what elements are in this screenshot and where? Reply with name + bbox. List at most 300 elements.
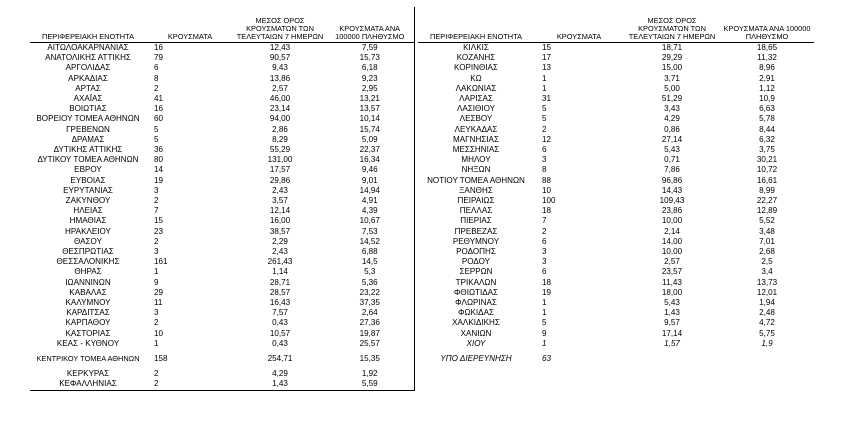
- cell-region: ΥΠΟ ΔΙΕΡΕΥΝΗΣΗ: [440, 353, 512, 363]
- cell-cases: 6: [542, 145, 547, 155]
- cell-region: ΦΩΚΙΔΑΣ: [458, 308, 494, 318]
- cell-avg-7day: 261,43: [267, 257, 293, 267]
- cell-per-100k: 5,75: [759, 328, 775, 338]
- cell-per-100k: 4,91: [326, 196, 414, 206]
- table-row: [418, 216, 814, 226]
- cell-per-100k: 15,73: [326, 53, 414, 63]
- cell-per-100k: 25,57: [326, 339, 414, 349]
- table-row: [30, 349, 414, 369]
- cell-cases: 158: [154, 353, 168, 363]
- cell-region: ΚΩ: [470, 73, 482, 83]
- left-header-row: [30, 7, 414, 43]
- table-row: [418, 43, 814, 54]
- table-row: [418, 155, 814, 165]
- cell-avg-7day: 1,14: [272, 267, 288, 277]
- cell-region: ΤΡΙΚΑΛΩΝ: [455, 277, 497, 287]
- cell-per-100k: 3,75: [759, 145, 775, 155]
- table-row: [418, 135, 814, 145]
- table-row: [418, 145, 814, 155]
- cell-cases: 5: [542, 114, 547, 124]
- cell-avg-7day: 0,71: [664, 155, 680, 165]
- table-row: [30, 84, 414, 94]
- table-row: [30, 379, 414, 390]
- cell-per-100k: 18,65: [756, 43, 778, 52]
- cell-region: ΦΛΩΡΙΝΑΣ: [455, 298, 497, 308]
- cell-per-100k: 15,35: [326, 349, 414, 369]
- cell-region: ΔΥΤΙΚΟΥ ΤΟΜΕΑ ΑΘΗΝΩΝ: [37, 155, 139, 165]
- cell-region: ΑΡΤΑΣ: [75, 83, 101, 93]
- cell-per-100k: 14,94: [326, 186, 414, 196]
- cell-avg-7day: 3,71: [664, 73, 680, 83]
- cell-per-100k: [720, 349, 814, 369]
- cell-cases: 5: [542, 318, 547, 328]
- cell-per-100k: 30,21: [756, 155, 778, 165]
- cell-region: ΛΑΡΙΣΑΣ: [459, 94, 493, 104]
- cell-avg-7day: 5,43: [664, 145, 680, 155]
- left-table-body: [30, 43, 414, 391]
- cell-region: ΒΟΡΕΙΟΥ ΤΟΜΕΑ ΑΘΗΝΩΝ: [36, 114, 140, 124]
- table-row: [418, 125, 814, 135]
- cell-avg-7day: 17,57: [269, 165, 291, 175]
- cell-cases: 17: [542, 53, 552, 63]
- cell-region: ΕΒΡΟΥ: [74, 165, 102, 175]
- table-row: [418, 186, 814, 196]
- table-row: [30, 247, 414, 257]
- cell-per-100k: 1,94: [759, 298, 775, 308]
- cell-avg-7day: 17,14: [661, 328, 683, 338]
- cell-avg-7day: 3,57: [272, 196, 288, 206]
- table-row: [30, 186, 414, 196]
- table-row: [418, 63, 814, 73]
- cell-avg-7day: 29,86: [269, 175, 291, 185]
- cell-cases: 5: [154, 134, 159, 144]
- table-row: [418, 176, 814, 186]
- cell-region: ΜΕΣΣΗΝΙΑΣ: [452, 145, 500, 155]
- cell-region: ΛΕΣΒΟΥ: [459, 114, 493, 124]
- cell-cases: 63: [542, 353, 552, 363]
- cell-avg-7day: 2,57: [664, 257, 680, 267]
- cell-avg-7day: 2,14: [664, 226, 680, 236]
- cell-avg-7day: 4,29: [664, 114, 680, 124]
- cell-avg-7day: 0,86: [664, 124, 680, 134]
- cell-region: ΠΕΙΡΑΙΩΣ: [457, 196, 495, 206]
- cell-per-100k: 13,21: [326, 94, 414, 104]
- cell-cases: 1: [154, 338, 159, 348]
- cell-avg-7day: 46,00: [269, 94, 291, 104]
- cell-region: ΗΡΑΚΛΕΙΟΥ: [65, 226, 111, 236]
- cell-region: ΚΕΝΤΡΙΚΟΥ ΤΟΜΕΑ ΑΘΗΝΩΝ: [36, 354, 140, 364]
- table-row: [30, 155, 414, 165]
- table-row: [30, 145, 414, 155]
- table-row: [30, 53, 414, 63]
- cell-per-100k: 5,78: [759, 114, 775, 124]
- cell-per-100k: 15,74: [326, 125, 414, 135]
- cell-region: ΚΕΦΑΛΛΗΝΙΑΣ: [30, 379, 146, 390]
- cell-avg-7day: 0,43: [272, 318, 288, 328]
- cell-per-100k: 7,59: [326, 43, 414, 54]
- cell-cases: 3: [542, 155, 547, 165]
- table-row: [418, 227, 814, 237]
- cell-region: ΑΡΓΟΛΙΔΑΣ: [65, 63, 111, 73]
- cell-region: ΛΑΚΩΝΙΑΣ: [455, 83, 497, 93]
- table-row: [30, 74, 414, 84]
- cell-avg-7day: 18,71: [661, 43, 683, 52]
- cell-avg-7day: 18,00: [661, 287, 683, 297]
- cell-region: ΚΑΡΠΑΘΟΥ: [65, 318, 111, 328]
- cell-avg-7day: 0,43: [272, 338, 288, 348]
- cell-region: ΔΡΑΜΑΣ: [71, 134, 105, 144]
- cell-per-100k: 2,68: [759, 247, 775, 257]
- right-header-row: [418, 7, 814, 43]
- cell-avg-7day: 3,43: [664, 104, 680, 114]
- table-row: [30, 227, 414, 237]
- cell-per-100k: 6,18: [326, 63, 414, 73]
- cell-cases: 9: [154, 277, 159, 287]
- cell-per-100k: 2,5: [761, 257, 773, 267]
- table-row: [30, 237, 414, 247]
- cell-per-100k: 7,01: [759, 236, 775, 246]
- table-row: [30, 216, 414, 226]
- cell-per-100k: 37,35: [326, 298, 414, 308]
- cell-cases: 1: [542, 308, 547, 318]
- table-row: [30, 308, 414, 318]
- cell-cases: 100: [542, 196, 556, 206]
- cell-cases: 6: [542, 267, 547, 277]
- cell-per-100k: 9,23: [326, 74, 414, 84]
- cell-cases: 6: [542, 236, 547, 246]
- cell-region: ΖΑΚΥΝΘΟΥ: [65, 196, 111, 206]
- cell-avg-7day: 131,00: [267, 155, 293, 165]
- cell-region: ΠΙΕΡΙΑΣ: [460, 216, 492, 226]
- cell-region: ΦΘΙΩΤΙΔΑΣ: [453, 287, 499, 297]
- cell-per-100k: 8,99: [759, 185, 775, 195]
- cell-avg-7day: 12,14: [269, 206, 291, 216]
- cell-per-100k: 6,63: [759, 104, 775, 114]
- table-row: [418, 74, 814, 84]
- cell-region: ΛΕΥΚΑΔΑΣ: [454, 124, 498, 134]
- cell-cases: 9: [542, 328, 547, 338]
- header-region: ΠΕΡΙΦΕΡΕΙΑΚΗ ΕΝΟΤΗΤΑ: [418, 7, 534, 43]
- cell-avg-7day: 7,57: [272, 308, 288, 318]
- cell-avg-7day: 2,43: [272, 247, 288, 257]
- cell-per-100k: 5,59: [326, 379, 414, 390]
- cell-cases: 10: [154, 328, 164, 338]
- table-row: [418, 165, 814, 175]
- table-row: [418, 237, 814, 247]
- cell-cases: 3: [542, 257, 547, 267]
- cell-per-100k: 16,34: [326, 155, 414, 165]
- cell-region: ΝΗΞΩΝ: [461, 165, 491, 175]
- cell-per-100k: 10,9: [759, 94, 775, 104]
- cell-per-100k: 23,22: [326, 288, 414, 298]
- left-cases-table: [30, 7, 415, 391]
- cell-cases: 14: [154, 165, 164, 175]
- cell-region: ΑΡΚΑΔΙΑΣ: [68, 73, 108, 83]
- cell-cases: 29: [154, 287, 164, 297]
- cell-avg-7day: 10,00: [661, 247, 683, 257]
- table-row: [30, 278, 414, 288]
- cell-avg-7day: 9,43: [272, 63, 288, 73]
- cell-per-100k: 2,64: [326, 308, 414, 318]
- cell-per-100k: 19,87: [326, 329, 414, 339]
- table-row: [418, 267, 814, 277]
- cell-cases: 6: [154, 63, 159, 73]
- cell-region: ΚΑΡΔΙΤΣΑΣ: [66, 308, 110, 318]
- cell-region: ΒΟΙΩΤΙΑΣ: [69, 104, 107, 114]
- cell-cases: 12: [542, 134, 552, 144]
- cell-per-100k: 8,96: [759, 63, 775, 73]
- table-row: [418, 349, 814, 369]
- cell-avg-7day: 28,57: [269, 287, 291, 297]
- cell-cases: 3: [542, 247, 547, 257]
- cell-cases: 1: [542, 338, 547, 348]
- cell-region: ΓΡΕΒΕΝΩΝ: [66, 124, 110, 134]
- cell-per-100k: 7,53: [326, 227, 414, 237]
- cell-per-100k: 5,36: [326, 278, 414, 288]
- cell-region: ΗΛΕΙΑΣ: [73, 206, 103, 216]
- cell-cases: 2: [146, 379, 234, 390]
- cell-avg-7day: 16,43: [269, 298, 291, 308]
- cell-per-100k: 2,95: [326, 84, 414, 94]
- cell-cases: 31: [542, 94, 552, 104]
- cell-region: ΣΕΡΡΩΝ: [459, 267, 493, 277]
- cell-per-100k: 2,48: [759, 308, 775, 318]
- cell-region: ΧΑΛΚΙΔΙΚΗΣ: [452, 318, 500, 328]
- table-row: [418, 339, 814, 349]
- cell-per-100k: 3,4: [761, 267, 773, 277]
- cell-region: ΡΕΘΥΜΝΟΥ: [452, 236, 500, 246]
- cell-avg-7day: 254,71: [267, 353, 293, 363]
- table-row: [418, 53, 814, 63]
- cell-region: ΗΜΑΘΙΑΣ: [69, 216, 107, 226]
- cell-cases: 19: [154, 175, 164, 185]
- cell-avg-7day: 7,86: [664, 165, 680, 175]
- cell-region: ΧΙΟΥ: [466, 338, 486, 348]
- cell-cases: 16: [154, 43, 164, 52]
- table-row: [418, 298, 814, 308]
- table-row: [418, 308, 814, 318]
- header-per100k: ΚΡΟΥΣΜΑΤΑ ΑΝΑ 100000 ΠΛΗΘΥΣΜΟ: [720, 7, 814, 43]
- cell-per-100k: 2,91: [759, 73, 775, 83]
- table-row: [30, 135, 414, 145]
- cell-cases: 1: [542, 73, 547, 83]
- cell-avg-7day: 2,43: [272, 185, 288, 195]
- cell-avg-7day: 5,00: [664, 83, 680, 93]
- cell-cases: 8: [542, 165, 547, 175]
- table-row: [30, 288, 414, 298]
- cell-per-100k: 1,9: [761, 338, 773, 348]
- cell-region: ΚΑΛΥΜΝΟΥ: [65, 298, 111, 308]
- cell-avg-7day: 4,29: [272, 369, 288, 379]
- table-row: [418, 104, 814, 114]
- right-table-body: [418, 43, 814, 370]
- cell-per-100k: 10,67: [326, 216, 414, 226]
- cell-avg-7day: 2,29: [272, 236, 288, 246]
- cell-avg-7day: 1,43: [234, 379, 326, 390]
- cell-cases: 18: [542, 206, 552, 216]
- cell-avg-7day: 8,29: [272, 134, 288, 144]
- cell-avg-7day: 94,00: [269, 114, 291, 124]
- cell-cases: 5: [542, 104, 547, 114]
- cell-per-100k: 3,48: [759, 226, 775, 236]
- table-row: [30, 114, 414, 124]
- cell-avg-7day: 16,00: [269, 216, 291, 226]
- cell-region: ΑΝΑΤΟΛΙΚΗΣ ΑΤΤΙΚΗΣ: [45, 53, 131, 63]
- cell-region: ΧΑΝΙΩΝ: [460, 328, 492, 338]
- table-row: [30, 206, 414, 216]
- table-row: [30, 318, 414, 328]
- cell-region: ΕΥΒΟΙΑΣ: [70, 175, 106, 185]
- cell-cases: 3: [154, 185, 159, 195]
- table-row: [30, 176, 414, 186]
- cell-cases: 1: [154, 267, 159, 277]
- cell-region: ΚΙΛΚΙΣ: [463, 43, 489, 52]
- cell-cases: 13: [542, 63, 552, 73]
- cell-region: ΜΗΛΟΥ: [461, 155, 491, 165]
- cell-cases: 3: [154, 247, 159, 257]
- cell-per-100k: 22,27: [756, 196, 778, 206]
- table-row: [418, 247, 814, 257]
- table-row: [30, 369, 414, 379]
- cell-avg-7day: 1,57: [664, 338, 680, 348]
- cell-per-100k: 12,01: [756, 287, 778, 297]
- table-row: [30, 104, 414, 114]
- cell-cases: 8: [154, 73, 159, 83]
- table-row: [418, 196, 814, 206]
- cell-cases: 18: [542, 277, 552, 287]
- cell-avg-7day: 29,29: [661, 53, 683, 63]
- table-row: [418, 114, 814, 124]
- header-cases: ΚΡΟΥΣΜΑΤΑ: [534, 7, 624, 43]
- cell-per-100k: 4,39: [326, 206, 414, 216]
- cell-avg-7day: 27,14: [661, 134, 683, 144]
- cell-avg-7day: 55,29: [269, 145, 291, 155]
- cell-region: ΕΥΡΥΤΑΝΙΑΣ: [63, 185, 113, 195]
- cell-per-100k: 27,36: [326, 318, 414, 328]
- table-row: [30, 43, 414, 54]
- table-row: [418, 84, 814, 94]
- cell-avg-7day: 13,86: [269, 73, 291, 83]
- table-row: [30, 125, 414, 135]
- cell-cases: 2: [154, 83, 159, 93]
- cell-cases: 2: [154, 369, 159, 379]
- table-row: [418, 318, 814, 328]
- cell-cases: 3: [154, 308, 159, 318]
- cell-cases: 19: [542, 287, 552, 297]
- cell-cases: 2: [154, 318, 159, 328]
- cell-cases: 7: [154, 206, 159, 216]
- cell-region: ΘΕΣΠΡΩΤΙΑΣ: [62, 247, 114, 257]
- cell-per-100k: 16,61: [756, 175, 778, 185]
- cell-per-100k: 14,5: [326, 257, 414, 267]
- cell-per-100k: 10,72: [756, 165, 778, 175]
- cell-cases: 15: [154, 216, 164, 226]
- cell-per-100k: 1,12: [759, 83, 775, 93]
- cell-per-100k: 9,46: [326, 165, 414, 175]
- cell-avg-7day: 2,57: [272, 83, 288, 93]
- cell-cases: 2: [154, 236, 159, 246]
- cell-avg-7day: 90,57: [269, 53, 291, 63]
- cell-region: ΘΗΡΑΣ: [74, 267, 102, 277]
- cell-per-100k: 14,52: [326, 237, 414, 247]
- cell-avg-7day: 96,86: [661, 175, 683, 185]
- cell-cases: 5: [154, 124, 159, 134]
- cell-cases: 80: [154, 155, 164, 165]
- cell-avg-7day: 28,71: [269, 277, 291, 287]
- table-row: [30, 165, 414, 175]
- header-per100k: ΚΡΟΥΣΜΑΤΑ ΑΝΑ 100000 ΠΛΗΘΥΣΜΟ: [326, 7, 414, 43]
- header-cases: ΚΡΟΥΣΜΑΤΑ: [146, 7, 234, 43]
- right-cases-table: [418, 7, 814, 369]
- table-row: [30, 196, 414, 206]
- cell-region: ΡΟΔΟΠΗΣ: [456, 247, 496, 257]
- table-row: [30, 339, 414, 349]
- cell-per-100k: 5,3: [326, 267, 414, 277]
- cell-avg-7day: 15,00: [661, 63, 683, 73]
- cell-region: ΚΑΣΤΟΡΙΑΣ: [65, 328, 111, 338]
- cell-per-100k: 5,09: [326, 135, 414, 145]
- cell-per-100k: 4,72: [759, 318, 775, 328]
- cell-per-100k: 5,52: [759, 216, 775, 226]
- cell-cases: 41: [154, 94, 164, 104]
- table-row: [30, 298, 414, 308]
- cell-cases: 2: [542, 124, 547, 134]
- cell-region: ΡΟΔΟΥ: [461, 257, 491, 267]
- table-row: [30, 329, 414, 339]
- cell-avg-7day: 14,00: [661, 236, 683, 246]
- cell-avg-7day: 1,43: [664, 308, 680, 318]
- cell-cases: 11: [154, 298, 163, 308]
- cell-region: ΑΧΑΪΑΣ: [73, 94, 103, 104]
- cell-region: ΜΑΓΝΗΣΙΑΣ: [453, 134, 499, 144]
- cell-per-100k: 22,37: [326, 145, 414, 155]
- cell-cases: 36: [154, 145, 164, 155]
- cell-per-100k: 6,88: [326, 247, 414, 257]
- cell-per-100k: 6,32: [759, 134, 775, 144]
- cell-avg-7day: 10,00: [661, 216, 683, 226]
- cell-region: ΘΕΣΣΑΛΟΝΙΚΗΣ: [56, 257, 120, 267]
- cell-per-100k: 12,89: [756, 206, 778, 216]
- cell-avg-7day: 51,29: [661, 94, 683, 104]
- table-row: [418, 206, 814, 216]
- table-row: [418, 94, 814, 104]
- cell-region: ΚΑΒΑΛΑΣ: [69, 287, 107, 297]
- cell-cases: 88: [542, 175, 552, 185]
- cell-cases: 1: [542, 83, 547, 93]
- cell-region: ΙΩΑΝΝΙΝΩΝ: [65, 277, 111, 287]
- cell-cases: 79: [154, 53, 164, 63]
- cell-cases: 161: [154, 257, 168, 267]
- cell-avg-7day: 23,57: [661, 267, 683, 277]
- cell-avg-7day: 5,43: [664, 298, 680, 308]
- cell-region: ΑΙΤΩΛΟΑΚΑΡΝΑΝΙΑΣ: [47, 43, 129, 52]
- cell-avg-7day: 38,57: [269, 226, 291, 236]
- cell-per-100k: 9,01: [326, 176, 414, 186]
- header-avg: ΜΕΣΟΣ ΟΡΟΣ ΚΡΟΥΣΜΑΤΩΝ ΤΩΝ ΤΕΛΕΥΤΑΙΩΝ 7 ΗΜΕΡΩΝ: [624, 7, 720, 43]
- cell-cases: 23: [154, 226, 164, 236]
- cell-region: ΠΕΛΛΑΣ: [459, 206, 493, 216]
- cell-region: ΠΡΕΒΕΖΑΣ: [454, 226, 498, 236]
- cell-avg-7day: 109,43: [659, 196, 685, 206]
- cell-avg-7day: [624, 349, 720, 369]
- cell-region: ΚΕΡΚΥΡΑΣ: [66, 369, 110, 379]
- cell-region: ΛΑΣΙΘΙΟΥ: [456, 104, 496, 114]
- cell-region: ΔΥΤΙΚΗΣ ΑΤΤΙΚΗΣ: [53, 145, 123, 155]
- table-row: [30, 257, 414, 267]
- table-row: [418, 288, 814, 298]
- cell-cases: 60: [154, 114, 164, 124]
- cell-cases: 15: [542, 43, 552, 52]
